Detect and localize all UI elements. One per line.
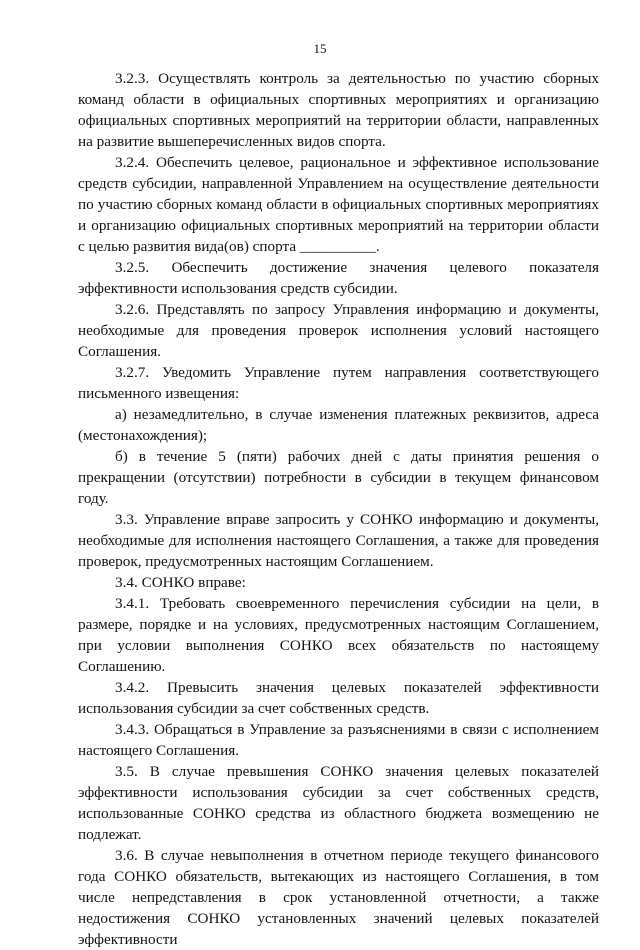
document-body <box>78 68 599 950</box>
page-number: 15 <box>313 41 327 56</box>
paragraph-3-2-5: 3.2.5. Обеспечить достижение значения целевого показателя эффективности использования средств субсидии. <box>78 259 599 297</box>
paragraph-3-2-7-a: а) незамедлительно, в случае изменения платежных реквизитов, адреса (местонахождения); <box>78 406 599 444</box>
paragraph-3-2-4: 3.2.4. Обеспечить целевое, рациональное и эффективное использование средств субсидии, направленной Управлением на осуществление деятельности по участию сборных команд области в официальных спортивных мероприятиях и организацию официальных спортивных мероприятий на территории области с целью развития вида(ов) спорта __________. <box>78 154 599 255</box>
paragraph-3-6: 3.6. В случае невыполнения в отчетном периоде текущего финансового года СОНКО обязательств, вытекающих из настоящего Соглашения, в том числе непредставления в срок установленной отчетности, а также недостижения СОНКО установленных значений целевых показателей эффективности <box>78 847 599 948</box>
paragraph-3-2-3: 3.2.3. Осуществлять контроль за деятельностью по участию сборных команд области в официальных спортивных мероприятиях и организацию официальных спортивных мероприятий на территории области, направленных на развитие вышеперечисленных видов спорта. <box>78 70 599 150</box>
paragraph-3-2-6: 3.2.6. Представлять по запросу Управления информацию и документы, необходимые для проведения проверок исполнения условий настоящего Соглашения. <box>78 301 599 360</box>
paragraph-3-2-7: 3.2.7. Уведомить Управление путем направления соответствующего письменного извещения: <box>78 364 599 402</box>
paragraph-3-5: 3.5. В случае превышения СОНКО значения целевых показателей эффективности использования субсидии за счет собственных средств, использованные СОНКО средства из областного бюджета возмещению не подлежат. <box>78 763 599 843</box>
paragraph-3-4-1: 3.4.1. Требовать своевременного перечисления субсидии на цели, в размере, порядке и на условиях, предусмотренных настоящим Соглашением, при условии выполнения СОНКО всех обязательств по настоящему Соглашению. <box>78 595 599 675</box>
paragraph-3-3: 3.3. Управление вправе запросить у СОНКО информацию и документы, необходимые для исполнения настоящего Соглашения, а также для проведения проверок, предусмотренных настоящим Соглашением. <box>78 511 599 570</box>
paragraph-3-2-7-b: б) в течение 5 (пяти) рабочих дней с даты принятия решения о прекращении (отсутствии) потребности в субсидии в текущем финансовом году. <box>78 448 599 507</box>
paragraph-3-4: 3.4. СОНКО вправе: <box>115 574 246 591</box>
paragraph-3-4-3: 3.4.3. Обращаться в Управление за разъяснениями в связи с исполнением настоящего Соглашения. <box>78 721 599 759</box>
paragraph-3-4-2: 3.4.2. Превысить значения целевых показателей эффективности использования субсидии за счет собственных средств. <box>78 679 599 717</box>
